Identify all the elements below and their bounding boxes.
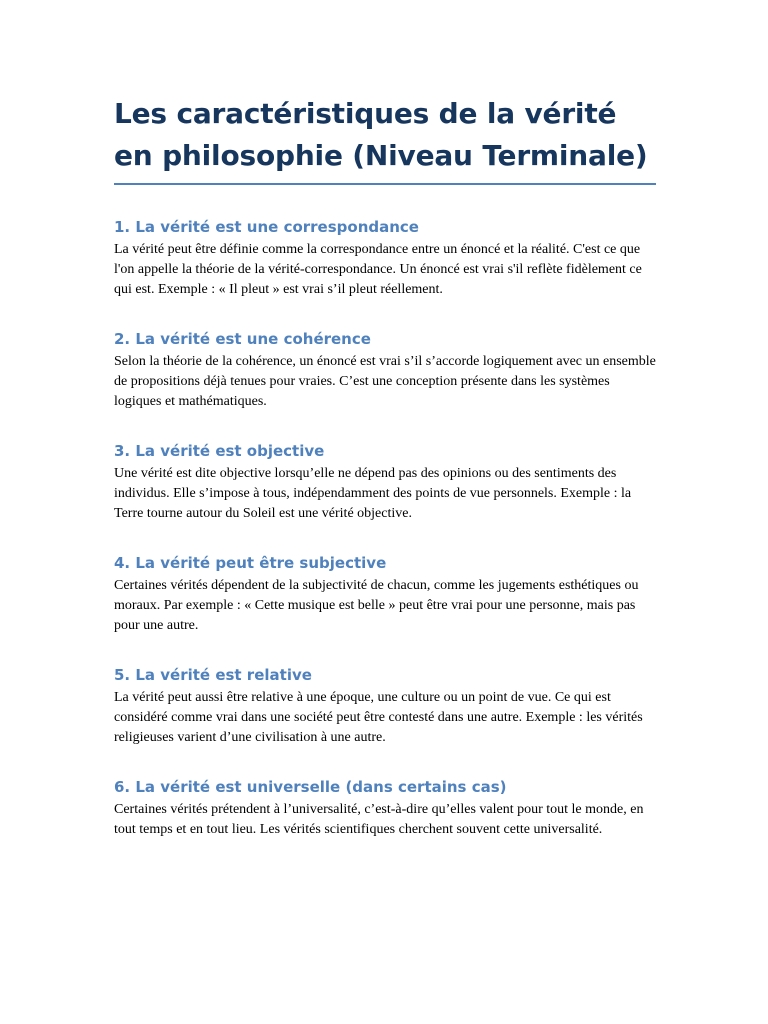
section-heading: 4. La vérité peut être subjective — [114, 554, 387, 572]
section-coherence — [114, 329, 656, 412]
section-heading: 6. La vérité est universelle (dans certains cas) — [114, 778, 507, 796]
section-relative — [114, 665, 656, 748]
section-heading: 2. La vérité est une cohérence — [114, 330, 371, 348]
document-content — [114, 93, 656, 869]
section-subjective — [114, 553, 656, 636]
section-heading: 5. La vérité est relative — [114, 666, 312, 684]
section-correspondance — [114, 217, 656, 300]
section-paragraph: La vérité peut être définie comme la correspondance entre un énoncé et la réalité. C'est ce que l'on appelle la théorie de la vérité-correspondance. Un énoncé est vrai s'il reflète fidèlement ce qui est. Exemple : « Il pleut » est vrai s’il pleut réellement. — [114, 242, 642, 297]
document-title: Les caractéristiques de la vérité en philosophie (Niveau Terminale) — [114, 97, 648, 172]
section-heading: 1. La vérité est une correspondance — [114, 218, 419, 236]
section-heading: 3. La vérité est objective — [114, 442, 325, 460]
section-paragraph: Certaines vérités prétendent à l’universalité, c’est-à-dire qu’elles valent pour tout le monde, en tout temps et en tout lieu. Les vérités scientifiques cherchent souvent cette universalité. — [114, 802, 644, 837]
section-paragraph: Selon la théorie de la cohérence, un énoncé est vrai s’il s’accorde logiquement avec un ensemble de propositions déjà tenues pour vraies. C’est une conception présente dans les systèmes logiques et mathématiques. — [114, 354, 656, 409]
title-underline — [114, 183, 656, 185]
section-paragraph: Certaines vérités dépendent de la subjectivité de chacun, comme les jugements esthétiques ou moraux. Par exemple : « Cette musique est belle » peut être vrai pour une personne, mais pas pour une autre. — [114, 578, 639, 633]
section-universelle — [114, 777, 656, 840]
section-paragraph: Une vérité est dite objective lorsqu’elle ne dépend pas des opinions ou des sentiments des individus. Elle s’impose à tous, indépendamment des points de vue personnels. Exemple : la Terre tourne autour du Soleil est une vérité objective. — [114, 466, 632, 521]
section-paragraph: La vérité peut aussi être relative à une époque, une culture ou un point de vue. Ce qui est considéré comme vrai dans une société peut être contesté dans une autre. Exemple : les vérités religieuses varient d’une civilisation à une autre. — [114, 690, 643, 745]
section-objective — [114, 441, 656, 524]
